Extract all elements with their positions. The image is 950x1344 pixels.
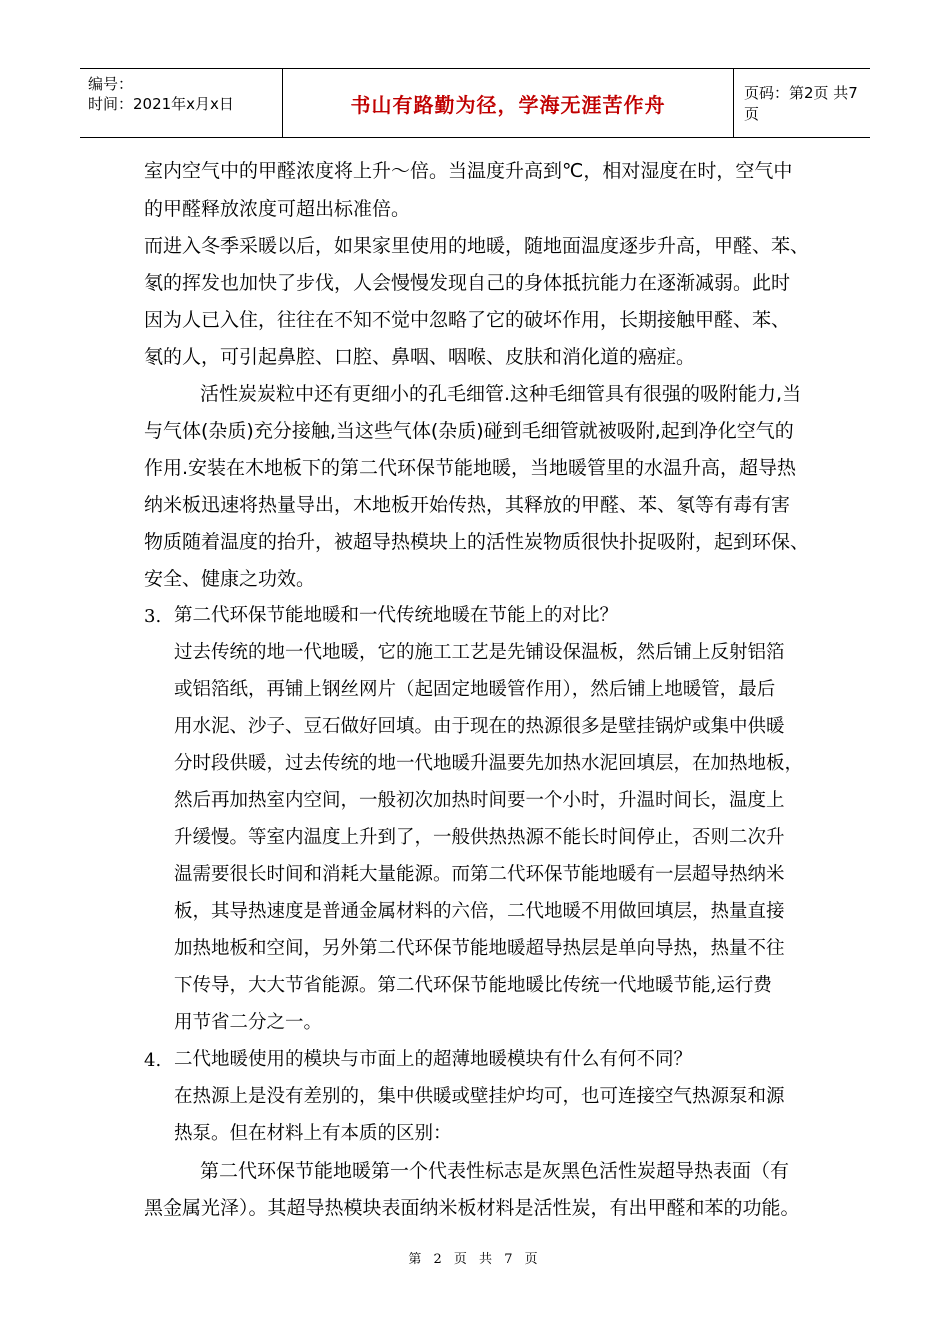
text-line: 用水泥、沙子、豆石做好回填。由于现在的热源很多是壁挂锅炉或集中供暖: [174, 716, 785, 737]
text-line: 在热源上是没有差别的，集中供暖或壁挂炉均可，也可连接空气热源泵和源: [174, 1086, 785, 1107]
text-line: 活性炭炭粒中还有更细小的孔毛细管.这种毛细管具有很强的吸附能力,当: [200, 383, 802, 405]
text-line: 氡的人，可引起鼻腔、口腔、鼻咽、咽喉、皮肤和消化道的癌症。: [144, 346, 696, 368]
text-line: 板，其导热速度是普通金属材料的六倍，二代地暖不用做回填层，热量直接: [174, 901, 785, 922]
header-page-cell: [734, 69, 870, 137]
section-heading: 二代地暖使用的模块与市面上的超薄地暖模块有什么有何不同？: [174, 1049, 693, 1070]
text-line: 升缓慢。等室内温度上升到了，一般供热热源不能长时间停止，否则二次升: [174, 827, 785, 848]
text-line: 分时段供暖，过去传统的地一代地暖升温要先加热水泥回填层，在加热地板，: [174, 753, 804, 774]
section-heading: 第二代环保节能地暖和一代传统地暖在节能上的对比？: [174, 605, 619, 626]
item-number: 3.: [144, 606, 162, 627]
page-footer: 第 2 页 共 7 页: [408, 1252, 542, 1267]
text-line: 温需要很长时间和消耗大量能源。而第二代环保节能地暖有一层超导热纳米: [174, 864, 785, 885]
text-line: 过去传统的地一代地暖，它的施工工艺是先铺设保温板，然后铺上反射铝箔: [174, 642, 785, 663]
text-line: 作用.安装在木地板下的第二代环保节能地暖，当地暖管里的水温升高，超导热: [144, 457, 797, 479]
header-meta: [80, 69, 282, 137]
text-line: 安全、健康之功效。: [144, 568, 316, 590]
text-line: 用节省二分之一。: [174, 1012, 323, 1033]
item-number: 4.: [144, 1050, 162, 1071]
text-line: 的甲醛释放浓度可超出标准倍。: [144, 198, 411, 220]
text-line: 氡的挥发也加快了步伐，人会慢慢发现自己的身体抵抗能力在逐渐减弱。此时: [144, 272, 791, 294]
text-line: 下传导，大大节省能源。第二代环保节能地暖比传统一代地暖节能,运行费: [174, 975, 772, 996]
number-label: 编号：: [88, 75, 134, 93]
text-line: 因为人已入住，往往在不知不觉中忽略了它的破坏作用，长期接触甲醛、苯、: [144, 309, 791, 331]
page-header: [80, 68, 870, 138]
text-line: 物质随着温度的抬升，被超导热模块上的活性炭物质很快扑捉吸附，起到环保、: [144, 531, 810, 553]
text-line: 室内空气中的甲醛浓度将上升～倍。当温度升高到℃，相对湿度在时，空气中: [144, 160, 793, 182]
page-label: 页码：第2页 共7页: [744, 84, 858, 123]
text-line: 或铝箔纸，再铺上钢丝网片（起固定地暖管作用），然后铺上地暖管，最后: [174, 679, 776, 700]
text-line: 与气体(杂质)充分接触,当这些气体(杂质)碰到毛细管就被吸附,起到净化空气的: [144, 420, 794, 442]
text-line: 加热地板和空间，另外第二代环保节能地暖超导热层是单向导热，热量不往: [174, 938, 785, 959]
text-line: 黑金属光泽）。其超导热模块表面纳米板材料是活性炭，有出甲醛和苯的功能。: [144, 1197, 800, 1219]
text-line: 第二代环保节能地暖第一个代表性标志是灰黑色活性炭超导热表面（有: [200, 1160, 790, 1182]
text-line: 然后再加热室内空间，一般初次加热时间要一个小时，升温时间长，温度上: [174, 790, 785, 811]
text-line: 热泵。但在材料上有本质的区别：: [174, 1123, 452, 1144]
text-line: 纳米板迅速将热量导出，木地板开始传热，其释放的甲醛、苯、氡等有毒有害: [144, 494, 791, 516]
time-label: 时间：2021年x月x日: [88, 95, 234, 113]
header-motto-cell: [282, 69, 734, 137]
text-line: 而进入冬季采暖以后，如果家里使用的地暖，随地面温度逐步升高，甲醛、苯、: [144, 235, 810, 257]
motto: 书山有路勤为径，学海无涯苦作舟: [350, 92, 666, 117]
